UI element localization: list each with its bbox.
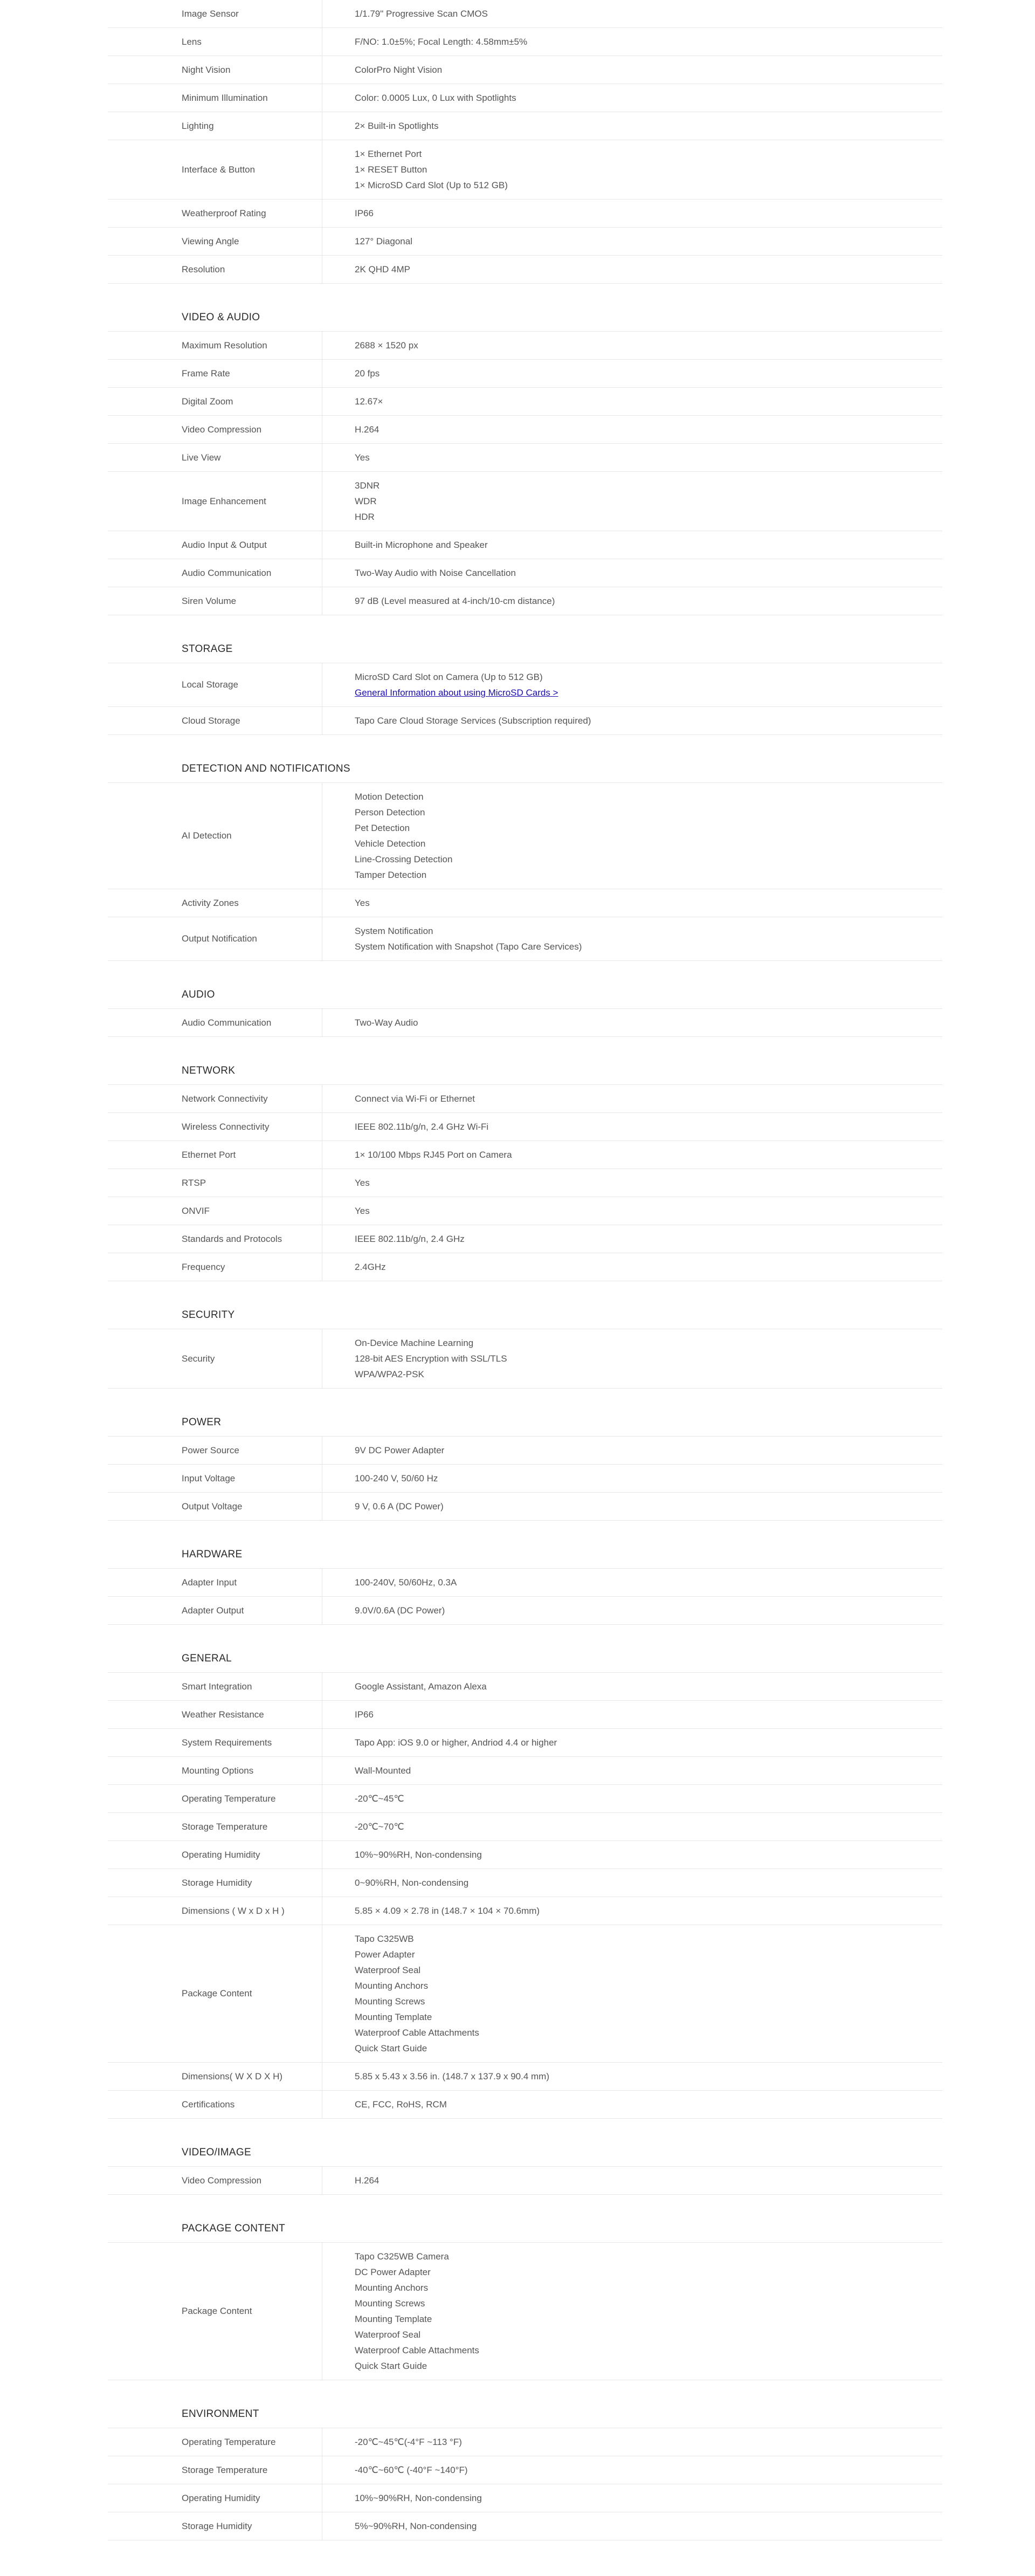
spec-value-line: Vehicle Detection (355, 839, 426, 849)
spec-value-line: 128-bit AES Encryption with SSL/TLS (355, 1354, 507, 1364)
spec-value (322, 1259, 386, 1275)
spec-value-line: 12.67× (355, 396, 383, 407)
spec-value-line: Mounting Screws (355, 2298, 425, 2309)
spec-label: Security (108, 1329, 322, 1388)
spec-value-line: Tapo App: iOS 9.0 or higher, Andriod 4.4 or higher (355, 1737, 557, 1748)
spec-value (322, 669, 558, 700)
spec-label: Activity Zones (108, 889, 322, 917)
section-title: STORAGE (182, 643, 233, 655)
spec-row (108, 559, 942, 587)
spec-value (322, 450, 370, 465)
spec-row (108, 388, 942, 416)
spec-label: Output Notification (108, 917, 322, 960)
spec-row (108, 84, 942, 112)
spec-value (322, 1147, 512, 1163)
spec-row (108, 56, 942, 84)
spec-value (322, 789, 452, 883)
spec-label: Maximum Resolution (108, 332, 322, 359)
spec-value (322, 2462, 468, 2478)
spec-value (322, 1015, 418, 1031)
spec-rows (108, 0, 942, 284)
spec-label: Digital Zoom (108, 388, 322, 415)
spec-value (322, 1231, 465, 1247)
spec-value-line: H.264 (355, 2175, 380, 2186)
spec-value (322, 1603, 445, 1618)
spec-row (108, 1169, 942, 1197)
spec-value-line: Yes (355, 1178, 370, 1188)
spec-row (108, 1113, 942, 1141)
spec-value-line: Yes (355, 1206, 370, 1216)
spec-value (322, 1091, 475, 1107)
spec-row (108, 2063, 942, 2091)
spec-value-line: Tapo Care Cloud Storage Services (Subscription required) (355, 716, 591, 726)
spec-label: Image Enhancement (108, 472, 322, 531)
spec-label: Audio Communication (108, 559, 322, 587)
spec-label: Adapter Output (108, 1597, 322, 1624)
spec-label: Lens (108, 28, 322, 56)
spec-label: Smart Integration (108, 1673, 322, 1700)
spec-label: ONVIF (108, 1197, 322, 1225)
spec-value (322, 895, 370, 911)
spec-value-line: 10%~90%RH, Non-condensing (355, 2493, 482, 2503)
spec-value (322, 118, 438, 134)
spec-value-line: CE, FCC, RoHS, RCM (355, 2099, 447, 2110)
section-title: POWER (182, 1417, 222, 1428)
section-title: VIDEO/IMAGE (182, 2147, 251, 2158)
spec-label: Power Source (108, 1437, 322, 1464)
spec-value-line: Two-Way Audio with Noise Cancellation (355, 568, 516, 578)
spec-rows (108, 782, 942, 961)
spec-value (322, 1203, 370, 1219)
spec-value-line: Waterproof Cable Attachments (355, 2345, 479, 2355)
spec-row (108, 1597, 942, 1625)
spec-label: Storage Temperature (108, 2456, 322, 2484)
spec-row (108, 663, 942, 707)
spec-value-line: Connect via Wi-Fi or Ethernet (355, 1094, 475, 1104)
spec-row (108, 783, 942, 889)
spec-value (322, 90, 516, 106)
spec-value-line: Mounting Template (355, 2314, 432, 2324)
spec-value-line: F/NO: 1.0±5%; Focal Length: 4.58mm±5% (355, 37, 528, 47)
spec-label: Video Compression (108, 2167, 322, 2194)
spec-row (108, 1329, 942, 1389)
spec-value (322, 1499, 444, 1514)
spec-row (108, 472, 942, 531)
spec-value (322, 2490, 482, 2506)
spec-label: RTSP (108, 1169, 322, 1197)
spec-value-line: 9.0V/0.6A (DC Power) (355, 1605, 445, 1616)
spec-rows (108, 1568, 942, 1625)
spec-value-line: Two-Way Audio (355, 1018, 418, 1028)
spec-value-line: Waterproof Cable Attachments (355, 2028, 479, 2038)
spec-value (322, 1707, 374, 1722)
spec-section (108, 761, 942, 961)
spec-row (108, 917, 942, 961)
spec-row (108, 2428, 942, 2456)
spec-value (322, 394, 383, 409)
spec-value (322, 1442, 444, 1458)
spec-value-line: WPA/WPA2-PSK (355, 1369, 424, 1379)
spec-row (108, 1009, 942, 1037)
spec-row (108, 1785, 942, 1813)
spec-row (108, 1729, 942, 1757)
spec-value (322, 233, 412, 249)
spec-label: Storage Humidity (108, 2512, 322, 2540)
spec-rows (108, 2242, 942, 2380)
spec-label: Wireless Connectivity (108, 1113, 322, 1141)
spec-value-line: Line-Crossing Detection (355, 854, 453, 864)
spec-row (108, 332, 942, 360)
spec-label: Input Voltage (108, 1465, 322, 1492)
spec-label: Package Content (108, 2243, 322, 2380)
spec-section (108, 1651, 942, 2119)
spec-rows (108, 2166, 942, 2195)
spec-value-line: Mounting Anchors (355, 1981, 429, 1991)
spec-row (108, 1197, 942, 1225)
spec-value-line: Mounting Template (355, 2012, 432, 2022)
spec-row (108, 587, 942, 615)
spec-value-line: HDR (355, 512, 375, 522)
spec-value-line: 2× Built-in Spotlights (355, 121, 439, 131)
spec-section (108, 987, 942, 1037)
spec-value (322, 1819, 404, 1835)
spec-table (108, 0, 942, 2540)
spec-value (322, 1847, 482, 1863)
spec-value-line: Google Assistant, Amazon Alexa (355, 1681, 487, 1692)
spec-row (108, 444, 942, 472)
spec-section (108, 1307, 942, 1389)
spec-section (108, 310, 942, 615)
spec-row (108, 531, 942, 559)
spec-value-line: IP66 (355, 1709, 374, 1720)
spec-value-line: 3DNR (355, 480, 380, 491)
spec-row (108, 1437, 942, 1465)
spec-value-line: 1/1.79" Progressive Scan CMOS (355, 9, 488, 19)
spec-row (108, 2484, 942, 2512)
spec-value-line: ColorPro Night Vision (355, 65, 443, 75)
spec-value-line: Wall-Mounted (355, 1766, 411, 1776)
spec-value-line: Waterproof Seal (355, 2330, 421, 2340)
spec-section (108, 2145, 942, 2195)
spec-row (108, 360, 942, 388)
spec-label: Standards and Protocols (108, 1225, 322, 1253)
spec-value-line: -20℃~70℃ (355, 1822, 404, 1832)
spec-value (322, 1119, 488, 1135)
spec-value-line: Pet Detection (355, 823, 410, 833)
spec-value-line: Built-in Microphone and Speaker (355, 540, 488, 550)
spec-section (108, 641, 942, 735)
spec-label: Weather Resistance (108, 1701, 322, 1728)
spec-value (322, 205, 374, 221)
spec-rows (108, 1008, 942, 1037)
spec-value-line: 97 dB (Level measured at 4-inch/10-cm distance) (355, 596, 555, 606)
spec-row (108, 2167, 942, 2195)
spec-row (108, 889, 942, 917)
spec-label: Output Voltage (108, 1493, 322, 1520)
spec-value-line: 2K QHD 4MP (355, 264, 410, 274)
spec-row (108, 1925, 942, 2063)
spec-label: Storage Temperature (108, 1813, 322, 1840)
spec-value-line: 9 V, 0.6 A (DC Power) (355, 1501, 444, 1512)
spec-value-line: Quick Start Guide (355, 2361, 427, 2371)
spec-value-line: 20 fps (355, 368, 380, 379)
spec-label: Package Content (108, 1925, 322, 2062)
spec-value-line: 127° Diagonal (355, 236, 412, 246)
section-title: HARDWARE (182, 1549, 243, 1560)
spec-row (108, 140, 942, 200)
spec-label: Weatherproof Rating (108, 200, 322, 227)
spec-value-line: -40℃~60℃ (-40°F ~140°F) (355, 2465, 468, 2475)
spec-value-line: 1× Ethernet Port (355, 149, 422, 159)
spec-value-line: 1× 10/100 Mbps RJ45 Port on Camera (355, 1150, 512, 1160)
spec-row (108, 1673, 942, 1701)
spec-section (108, 1063, 942, 1281)
spec-value (322, 2249, 479, 2374)
spec-row (108, 1841, 942, 1869)
spec-label: Audio Communication (108, 1009, 322, 1036)
section-title: VIDEO & AUDIO (182, 312, 260, 323)
spec-label: Frequency (108, 1253, 322, 1281)
spec-value-line: 5%~90%RH, Non-condensing (355, 2521, 477, 2531)
spec-row (108, 1085, 942, 1113)
spec-value-line: Motion Detection (355, 792, 424, 802)
section-title: NETWORK (182, 1065, 236, 1076)
spec-value-line: 2.4GHz (355, 1262, 386, 1272)
spec-label: Video Compression (108, 416, 322, 443)
spec-label: Minimum Illumination (108, 84, 322, 112)
spec-value-line: Power Adapter (355, 1949, 415, 1960)
spec-value-line: Color: 0.0005 Lux, 0 Lux with Spotlights (355, 93, 516, 103)
spec-row (108, 200, 942, 228)
spec-row (108, 2091, 942, 2119)
spec-value-line: Yes (355, 898, 370, 908)
spec-value (322, 478, 380, 525)
spec-value-line: -20℃~45℃ (355, 1794, 404, 1804)
spec-section (108, 0, 942, 284)
spec-label: Cloud Storage (108, 707, 322, 734)
spec-label: Ethernet Port (108, 1141, 322, 1169)
spec-value-line: Mounting Anchors (355, 2283, 429, 2293)
spec-row (108, 28, 942, 56)
spec-value (322, 2069, 549, 2084)
spec-value-line: Tamper Detection (355, 870, 427, 880)
spec-rows (108, 2428, 942, 2540)
spec-value-line: 100-240V, 50/60Hz, 0.3A (355, 1577, 457, 1588)
spec-value (322, 422, 379, 437)
section-title: AUDIO (182, 989, 215, 1000)
spec-label: Operating Temperature (108, 1785, 322, 1812)
spec-label: Resolution (108, 256, 322, 283)
spec-label: Viewing Angle (108, 228, 322, 255)
spec-value-line: 1× RESET Button (355, 164, 427, 175)
spec-rows (108, 331, 942, 615)
spec-value (322, 1791, 404, 1806)
spec-value (322, 262, 410, 277)
spec-row (108, 1897, 942, 1925)
spec-label: Mounting Options (108, 1757, 322, 1784)
spec-label: AI Detection (108, 783, 322, 889)
spec-value (322, 1875, 468, 1891)
spec-value (322, 366, 380, 381)
spec-value-line: Tapo C325WB Camera (355, 2251, 449, 2262)
spec-value (322, 1903, 540, 1919)
spec-row (108, 1757, 942, 1785)
spec-row (108, 2456, 942, 2484)
spec-row (108, 416, 942, 444)
spec-row (108, 1141, 942, 1169)
spec-row (108, 1701, 942, 1729)
spec-label: Image Sensor (108, 0, 322, 28)
spec-row (108, 2243, 942, 2380)
spec-value (322, 1335, 507, 1382)
spec-label: System Requirements (108, 1729, 322, 1756)
spec-value-line: 10%~90%RH, Non-condensing (355, 1850, 482, 1860)
section-title: DETECTION AND NOTIFICATIONS (182, 763, 350, 774)
spec-value (322, 338, 418, 353)
spec-label: Certifications (108, 2091, 322, 2118)
spec-value-line: Tapo C325WB (355, 1934, 414, 1944)
spec-section (108, 2221, 942, 2380)
spec-row (108, 1465, 942, 1493)
spec-value-line: H.264 (355, 424, 380, 435)
spec-label: Operating Humidity (108, 1841, 322, 1869)
spec-section (108, 1547, 942, 1625)
spec-value (322, 1471, 438, 1486)
section-title: ENVIRONMENT (182, 2408, 259, 2420)
spec-value-line: MicroSD Card Slot on Camera (Up to 512 GB) (355, 672, 543, 682)
spec-row (108, 1225, 942, 1253)
spec-row (108, 256, 942, 284)
spec-value (322, 593, 555, 609)
spec-label: Operating Temperature (108, 2428, 322, 2456)
spec-label: Frame Rate (108, 360, 322, 387)
spec-label: Dimensions ( W x D x H ) (108, 1897, 322, 1925)
spec-row (108, 228, 942, 256)
spec-value-line: 2688 × 1520 px (355, 340, 418, 351)
spec-value-line: Yes (355, 452, 370, 463)
spec-label: Interface & Button (108, 140, 322, 199)
spec-value (322, 1735, 557, 1750)
spec-value-line: System Notification with Snapshot (Tapo Care Services) (355, 942, 582, 952)
spec-value-line: 1× MicroSD Card Slot (Up to 512 GB) (355, 180, 508, 190)
spec-value (322, 146, 508, 193)
spec-row (108, 1493, 942, 1521)
spec-value (322, 1931, 479, 2056)
spec-label: Local Storage (108, 663, 322, 706)
spec-row (108, 1869, 942, 1897)
spec-value (322, 2518, 477, 2534)
microsd-info-link[interactable]: General Information about using MicroSD Cards > (355, 688, 558, 698)
spec-value-line: On-Device Machine Learning (355, 1338, 474, 1348)
spec-value (322, 1575, 457, 1590)
spec-rows (108, 1329, 942, 1389)
spec-label: Night Vision (108, 56, 322, 84)
spec-label: Audio Input & Output (108, 531, 322, 559)
spec-label: Adapter Input (108, 1569, 322, 1596)
spec-value-line: DC Power Adapter (355, 2267, 431, 2277)
section-title: PACKAGE CONTENT (182, 2223, 286, 2234)
spec-value (322, 34, 527, 50)
spec-value-line: 5.85 × 4.09 × 2.78 in (148.7 × 104 × 70.6mm) (355, 1906, 540, 1916)
spec-value-line: WDR (355, 496, 377, 506)
spec-value (322, 2173, 379, 2188)
spec-value-line: 0~90%RH, Non-condensing (355, 1878, 469, 1888)
spec-value (322, 1175, 370, 1191)
spec-rows (108, 663, 942, 735)
spec-value-line: 5.85 x 5.43 x 3.56 in. (148.7 x 137.9 x 90.4 mm) (355, 2071, 549, 2082)
spec-value (322, 6, 488, 22)
spec-label: Dimensions( W X D X H) (108, 2063, 322, 2090)
spec-label: Network Connectivity (108, 1085, 322, 1112)
spec-value-line: IP66 (355, 208, 374, 218)
spec-label: Operating Humidity (108, 2484, 322, 2512)
spec-row (108, 112, 942, 140)
spec-label: Live View (108, 444, 322, 471)
spec-label: Siren Volume (108, 587, 322, 615)
section-title: SECURITY (182, 1309, 235, 1321)
spec-value (322, 1679, 487, 1694)
spec-value-line: Quick Start Guide (355, 2043, 427, 2053)
spec-value (322, 2434, 462, 2450)
spec-value-line: Waterproof Seal (355, 1965, 421, 1975)
spec-row (108, 1253, 942, 1281)
spec-rows (108, 1672, 942, 2119)
spec-section (108, 2406, 942, 2540)
spec-row (108, 707, 942, 735)
spec-rows (108, 1084, 942, 1281)
spec-value (322, 1763, 411, 1778)
spec-value (322, 565, 516, 581)
spec-label: Lighting (108, 112, 322, 140)
spec-row (108, 1569, 942, 1597)
spec-value-line: IEEE 802.11b/g/n, 2.4 GHz (355, 1234, 465, 1244)
spec-value-line: Person Detection (355, 807, 425, 818)
spec-rows (108, 1436, 942, 1521)
spec-value (322, 62, 442, 78)
spec-value-line: System Notification (355, 926, 433, 936)
spec-value-line: 100-240 V, 50/60 Hz (355, 1473, 438, 1483)
spec-row (108, 1813, 942, 1841)
spec-row (108, 0, 942, 28)
spec-value-line: -20℃~45℃(-4°F ~113 °F) (355, 2437, 462, 2447)
spec-value (322, 537, 488, 553)
spec-value (322, 923, 582, 954)
section-title: GENERAL (182, 1653, 232, 1664)
spec-value (322, 2097, 447, 2112)
spec-label: Storage Humidity (108, 1869, 322, 1897)
spec-value (322, 713, 591, 729)
spec-value-line: Mounting Screws (355, 1996, 425, 2007)
spec-value-line: IEEE 802.11b/g/n, 2.4 GHz Wi-Fi (355, 1122, 489, 1132)
spec-value-line: 9V DC Power Adapter (355, 1445, 445, 1455)
spec-row (108, 2512, 942, 2540)
spec-section (108, 1414, 942, 1521)
